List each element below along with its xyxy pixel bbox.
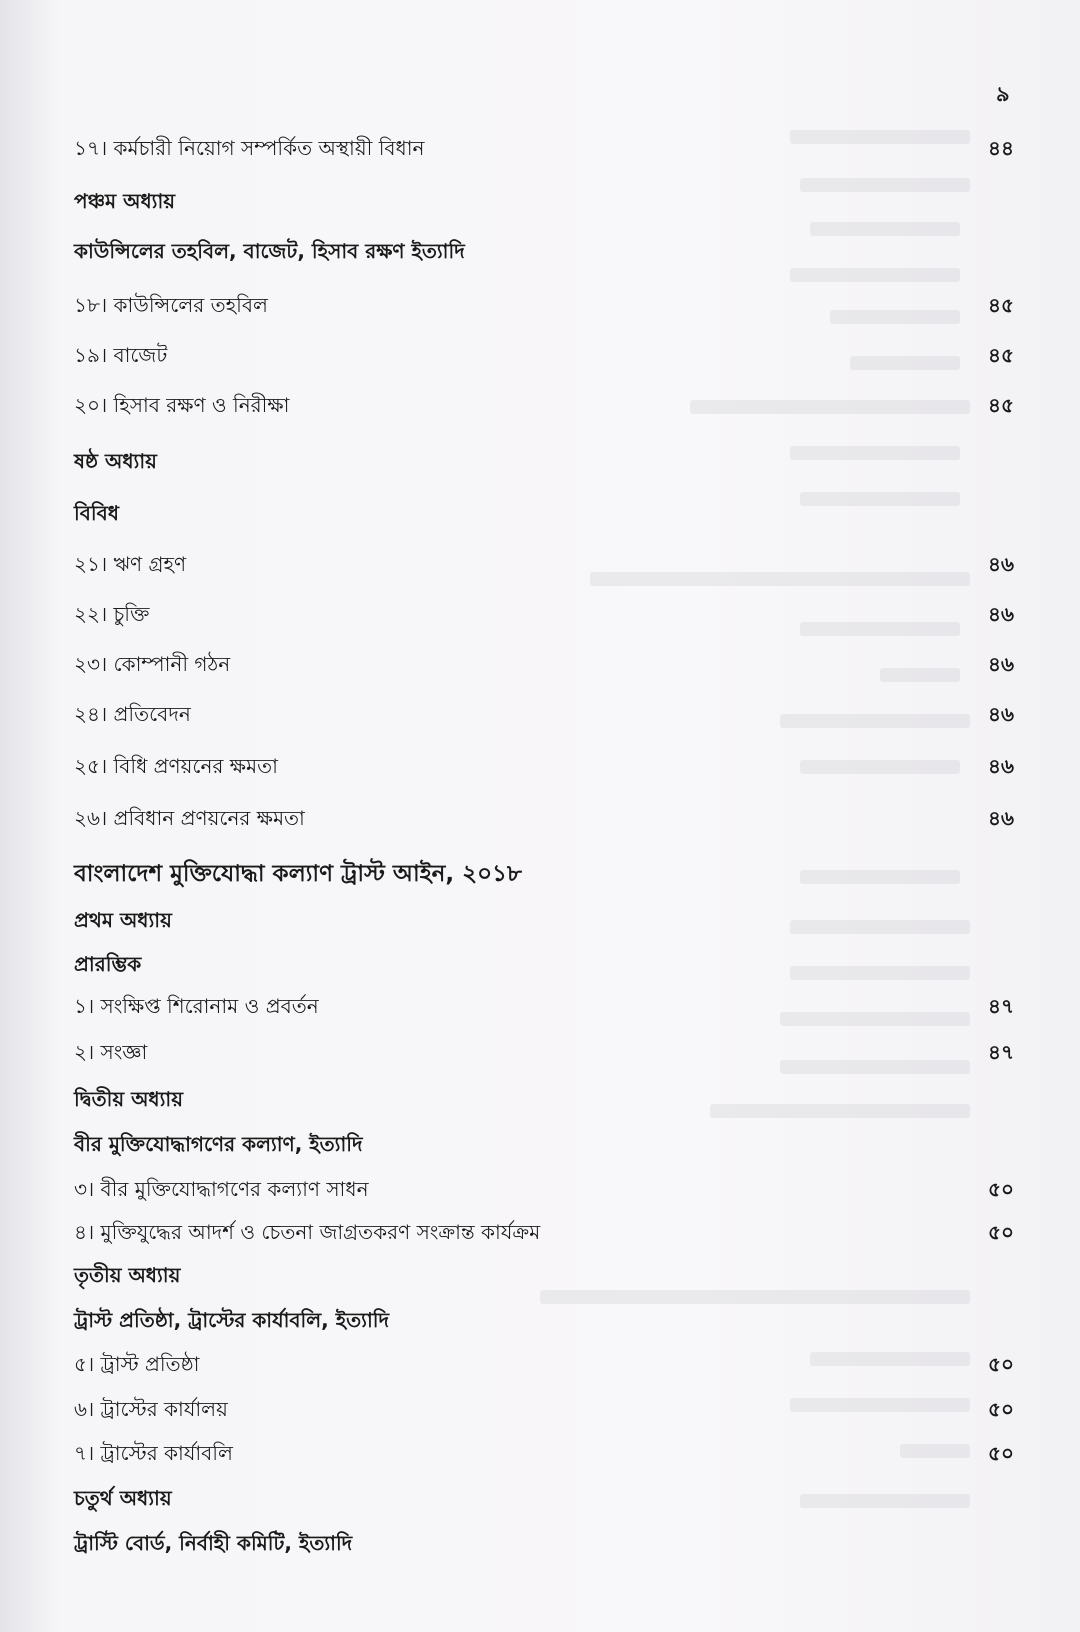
- toc-entry: [74, 1219, 1014, 1249]
- chapter-heading: তৃতীয় অধ্যায়: [74, 1263, 181, 1287]
- chapter-heading: পঞ্চম অধ্যায়: [74, 189, 176, 213]
- chapter-heading: প্রথম অধ্যায়: [74, 908, 172, 932]
- toc-entry: [74, 753, 1014, 783]
- toc-entry: [74, 1440, 1014, 1470]
- entry-page: ৫০: [988, 1351, 1014, 1376]
- entry-page: ৪৭: [988, 993, 1014, 1018]
- entry-page: ৪৫: [988, 342, 1014, 367]
- toc-entry: [74, 1176, 1014, 1206]
- entry-title: ২৫। বিধি প্রণয়নের ক্ষমতা: [74, 753, 278, 778]
- entry-title: ২৩। কোম্পানী গঠন: [74, 651, 231, 676]
- entry-title: ২৬। প্রবিধান প্রণয়নের ক্ষমতা: [74, 805, 305, 830]
- entry-title: ৬। ট্রাস্টের কার্যালয়: [74, 1396, 228, 1421]
- entry-title: ১৭। কর্মচারী নিয়োগ সম্পর্কিত অস্থায়ী বিধান: [74, 135, 425, 160]
- entry-title: ২৪। প্রতিবেদন: [74, 701, 191, 726]
- entry-page: ৪৫: [988, 292, 1014, 317]
- toc-entry: [74, 993, 1014, 1023]
- entry-title: ১৮। কাউন্সিলের তহবিল: [74, 292, 268, 317]
- chapter-heading: চতুর্থ অধ্যায়: [74, 1486, 172, 1510]
- entry-title: ৫। ট্রাস্ট প্রতিষ্ঠা: [74, 1351, 200, 1376]
- entry-title: ২। সংজ্ঞা: [74, 1039, 148, 1064]
- toc-entry: [74, 392, 1014, 422]
- entry-page: ৪৬: [988, 551, 1014, 576]
- entry-page: ৪৬: [988, 753, 1014, 778]
- entry-page: ৪৬: [988, 701, 1014, 726]
- toc-entry: [74, 805, 1014, 835]
- toc-entry: [74, 1396, 1014, 1426]
- toc-entry: [74, 651, 1014, 681]
- entry-title: ৪। মুক্তিযুদ্ধের আদর্শ ও চেতনা জাগ্রতকরণ সংক্রান্ত কার্যক্রম: [74, 1219, 541, 1244]
- chapter-heading: দ্বিতীয় অধ্যায়: [74, 1087, 183, 1111]
- toc-entry: [74, 551, 1014, 581]
- toc-entry: [74, 701, 1014, 731]
- toc-entry: [74, 342, 1014, 372]
- entry-title: ২০। হিসাব রক্ষণ ও নিরীক্ষা: [74, 392, 290, 417]
- entry-title: ২২। চুক্তি: [74, 601, 150, 626]
- toc-entry: [74, 1351, 1014, 1381]
- entry-page: ৪৫: [988, 392, 1014, 417]
- entry-title: ১৯। বাজেট: [74, 342, 168, 367]
- entry-page: ৪৬: [988, 651, 1014, 676]
- entry-page: ৫০: [988, 1219, 1014, 1244]
- entry-page: ৪৬: [988, 805, 1014, 830]
- chapter-title: প্রারম্ভিক: [74, 952, 142, 976]
- entry-page: ৫০: [988, 1440, 1014, 1465]
- page-number: ৯: [996, 82, 1010, 106]
- chapter-title: কাউন্সিলের তহবিল, বাজেট, হিসাব রক্ষণ ইত্যাদি: [74, 239, 465, 263]
- toc-entry: [74, 1039, 1014, 1069]
- toc-entry: [74, 601, 1014, 631]
- entry-page: ৫০: [988, 1396, 1014, 1421]
- chapter-title: বীর মুক্তিযোদ্ধাগণের কল্যাণ, ইত্যাদি: [74, 1132, 363, 1156]
- entry-title: ৭। ট্রাস্টের কার্যাবলি: [74, 1440, 233, 1465]
- entry-page: ৪৪: [988, 135, 1014, 160]
- entry-title: ২১। ঋণ গ্রহণ: [74, 551, 187, 576]
- chapter-heading: ষষ্ঠ অধ্যায়: [74, 449, 157, 473]
- entry-page: ৪৭: [988, 1039, 1014, 1064]
- act-title: বাংলাদেশ মুক্তিযোদ্ধা কল্যাণ ট্রাস্ট আইন, ২০১৮: [74, 861, 522, 887]
- entry-title: ৩। বীর মুক্তিযোদ্ধাগণের কল্যাণ সাধন: [74, 1176, 369, 1201]
- toc-entry: [74, 135, 1014, 165]
- entry-page: ৪৬: [988, 601, 1014, 626]
- entry-title: ১। সংক্ষিপ্ত শিরোনাম ও প্রবর্তন: [74, 993, 319, 1018]
- chapter-title: বিবিধ: [74, 501, 119, 525]
- entry-page: ৫০: [988, 1176, 1014, 1201]
- chapter-title: ট্রাস্ট প্রতিষ্ঠা, ট্রাস্টের কার্যাবলি, ইত্যাদি: [74, 1308, 389, 1332]
- chapter-title: ট্রাস্টি বোর্ড, নির্বাহী কমিটি, ইত্যাদি: [74, 1531, 353, 1555]
- toc-entry: [74, 292, 1014, 322]
